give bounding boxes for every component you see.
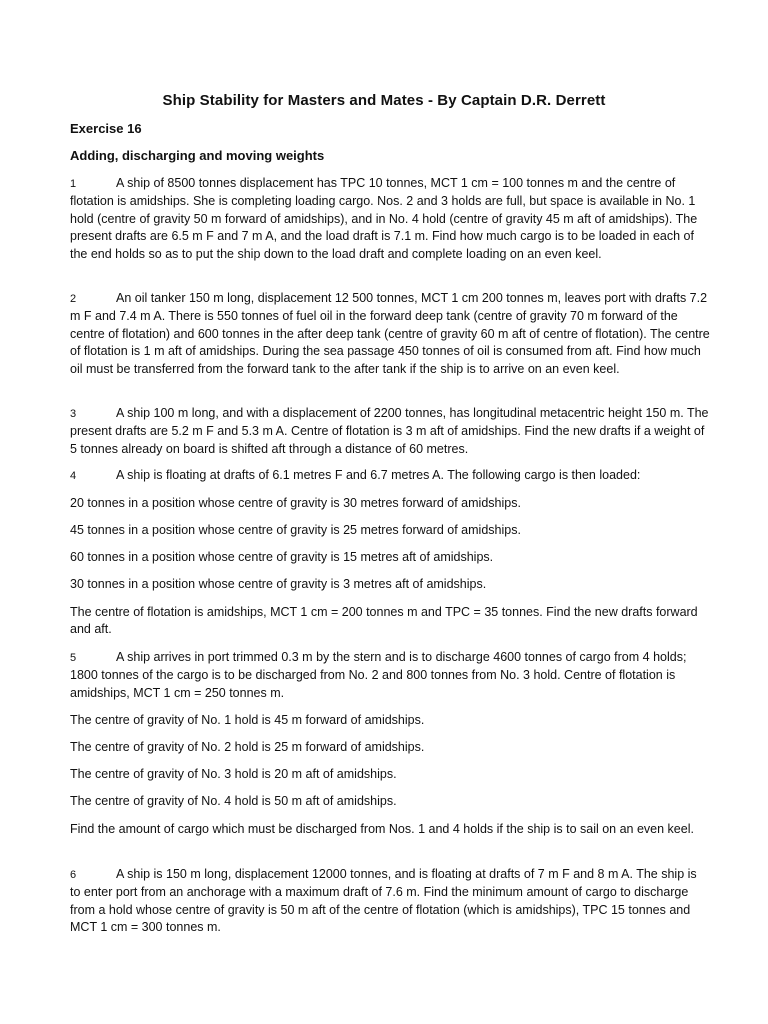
cargo-line: 45 tonnes in a position whose centre of gravity is 25 metres forward of amidships. [70,523,521,537]
cargo-line: 60 tonnes in a position whose centre of gravity is 15 metres aft of amidships. [70,550,494,564]
question-text: A ship of 8500 tonnes displacement has TPC 10 tonnes, MCT 1 cm = 100 tonnes m and the centre of flotation is amidships. She is completing loading cargo. Nos. 2 and 3 holds are full, but space is available in No. 1 hold (centre of gravity 50 m forward of amidships), and in No. 4 hold (centre of gravity 45 m aft of amidships). The present drafts are 6.5 m F and 7 m A, and the load draft is 7.1 m. Find how much cargo is to be loaded in each of the end holds so as to put the ship down to the load draft and complete loading on an even keel. [70,176,698,261]
question-4-tail: The centre of flotation is amidships, MCT 1 cm = 200 tonnes m and TPC = 35 tonnes. Find the new drafts forward and aft. [70,605,698,637]
question-text: A ship arrives in port trimmed 0.3 m by the stern and is to discharge 4600 tonnes of cargo from 4 holds; 1800 tonnes of the cargo is to be discharged from No. 2 and 800 tonnes from No. 3 hold. Centre of flotation is amidships, MCT 1 cm = 250 tonnes m. [70,650,687,700]
question-4 [70,467,710,485]
cargo-line: 20 tonnes in a position whose centre of gravity is 30 metres forward of amidships. [70,496,521,510]
hold-line: The centre of gravity of No. 4 hold is 50 m aft of amidships. [70,794,397,808]
hold-line: The centre of gravity of No. 2 hold is 25 m forward of amidships. [70,740,425,754]
question-2 [70,290,710,378]
question-5-tail: Find the amount of cargo which must be discharged from Nos. 1 and 4 holds if the ship is to sail on an even keel. [70,822,694,836]
section-subtitle: Adding, discharging and moving weights [70,148,325,163]
question-number: 6 [70,869,77,881]
question-3 [70,405,710,458]
page-title: Ship Stability for Masters and Mates - By Captain D.R. Derrett [162,92,606,109]
hold-line: The centre of gravity of No. 3 hold is 20 m aft of amidships. [70,767,397,781]
question-text: A ship is floating at drafts of 6.1 metres F and 6.7 metres A. The following cargo is then loaded: [116,468,641,482]
question-number: 4 [70,470,77,482]
question-text: A ship 100 m long, and with a displacement of 2200 tonnes, has longitudinal metacentric height 150 m. The present drafts are 5.2 m F and 5.3 m A. Centre of flotation is 3 m aft of amidships. Find the new drafts if a weight of 5 tonnes already on board is shifted aft through a distance of 60 metres. [70,406,709,456]
hold-line: The centre of gravity of No. 1 hold is 45 m forward of amidships. [70,713,425,727]
question-5 [70,649,710,702]
cargo-line: 30 tonnes in a position whose centre of gravity is 3 metres aft of amidships. [70,577,487,591]
question-text: An oil tanker 150 m long, displacement 12 500 tonnes, MCT 1 cm 200 tonnes m, leaves port with drafts 7.2 m F and 7.4 m A. There is 550 tonnes of fuel oil in the forward deep tank (centre of gravity 70 m forward of the centre of flotation) and 600 tonnes in the after deep tank (centre of gravity 60 m aft of centre of flotation). The centre of flotation is 1 m aft of amidships. During the sea passage 450 tonnes of oil is consumed from aft. Find how much oil must be transferred from the forward tank to the after tank if the ship is to arrive on an even keel. [70,291,710,376]
question-1 [70,175,710,263]
question-number: 2 [70,293,77,305]
exercise-heading: Exercise 16 [70,121,142,136]
question-6 [70,866,710,937]
question-number: 5 [70,652,77,664]
question-text: A ship is 150 m long, displacement 12000 tonnes, and is floating at drafts of 7 m F and 8 m A. The ship is to enter port from an anchorage with a maximum draft of 7.6 m. Find the minimum amount of cargo to discharge from a hold whose centre of gravity is 50 m aft of the centre of flotation (which is amidships), TPC 15 tonnes and MCT 1 cm = 300 tonnes m. [70,867,697,935]
question-number: 3 [70,408,77,420]
question-number: 1 [70,178,77,190]
